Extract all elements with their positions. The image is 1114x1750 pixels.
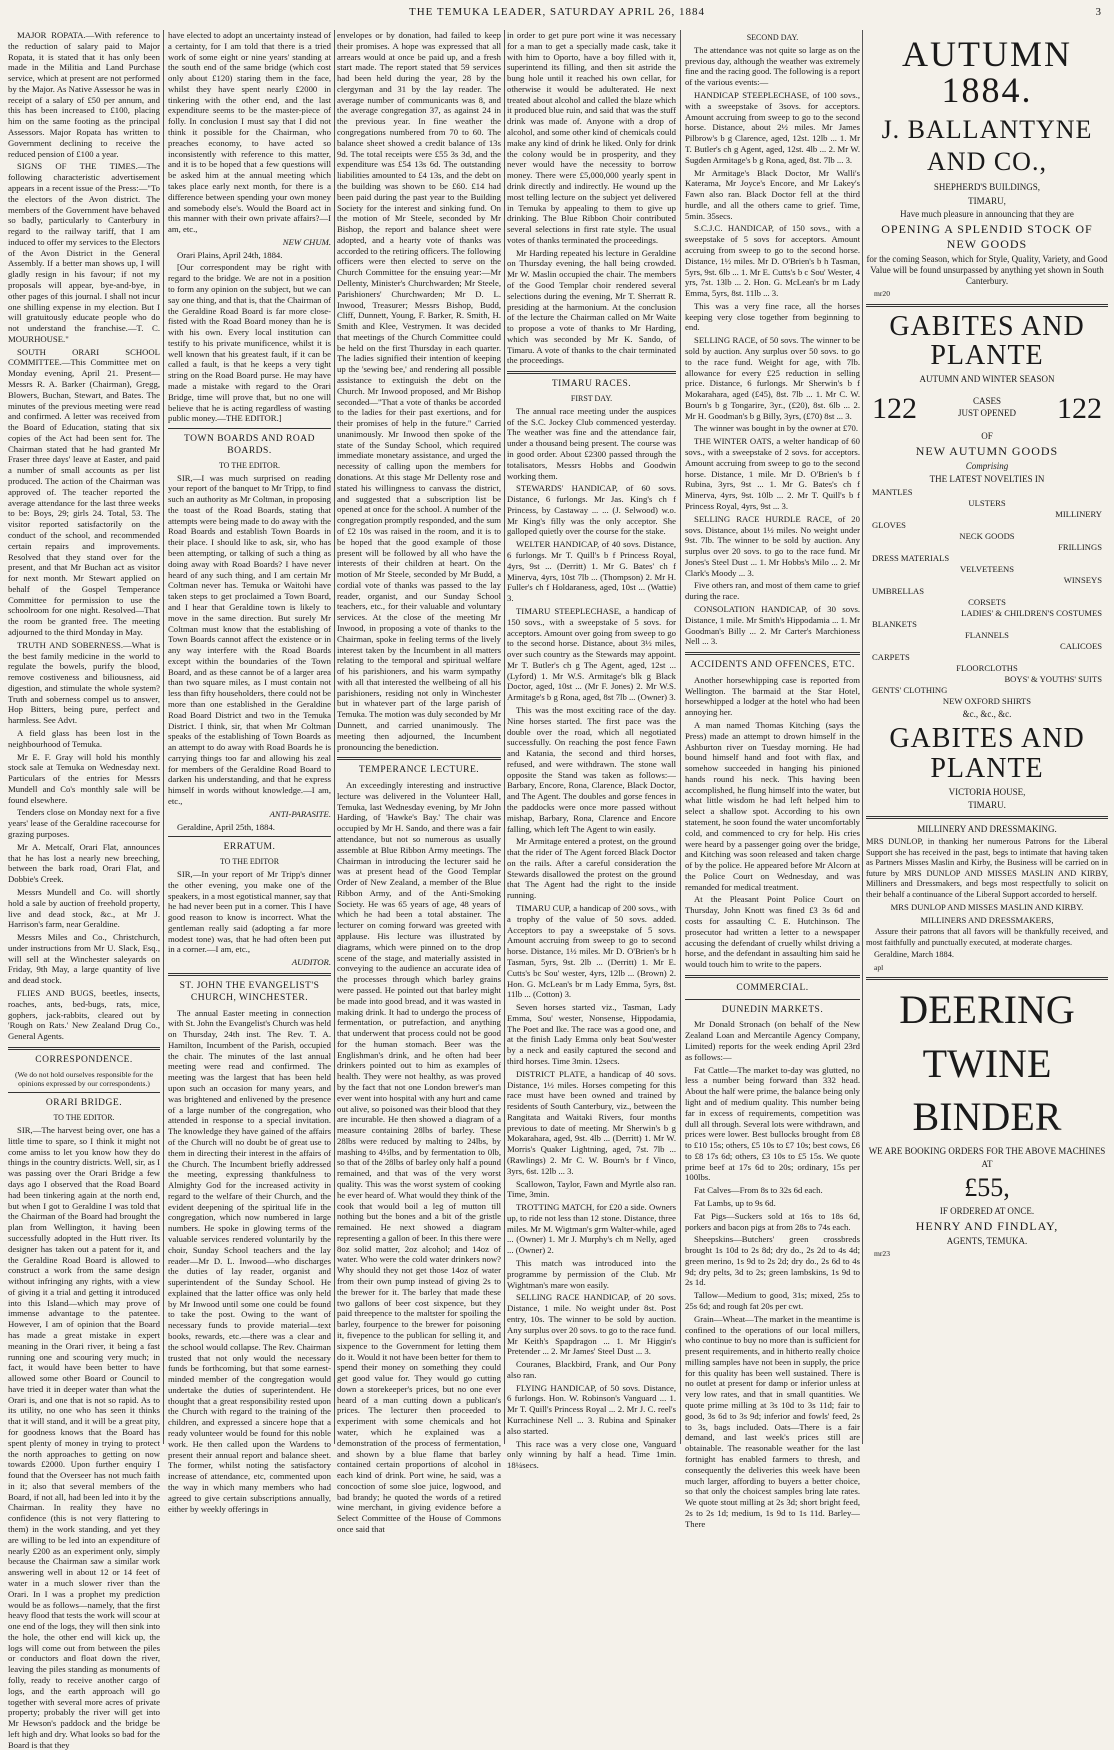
ad-ballantyne bbox=[866, 36, 1108, 299]
letter-body: SIR,—The harvest being over, one has a little time to spare, so I think it might not come amiss to let you know how they do things in the country districts. Well, sir, as I was passing over the Orari Bridge a few days ago I observed that the Road Board had been tinkering again at the north end, but when I got to Geraldine I was told that the Chairman of the Board had brought the plan from Wellington, it having been successfully adopted in the Hutt river. Its designer has taken out a patent for it, and the Geraldine Road Board is allowed to construct a work from the same design without infringing any rights, with a view of giving it a trial and getting it introduced into this Island—which may prove of immense advantage to the patentee. However, I am of opinion that the Board has made a great mistake in expert meaning in the Orari river, it being a fast running one and scouring very much; in fact, it would have been better to have allowed some other Board or Council to have tried it in deeper water than what the Orari is, and one that is not so rapid. As to its utility, no one who has seen it thinks that it will stand, and it will be a great pity, for goodness knows that the Board has spent plenty of money in trying to protect the north approaches to getting on now towards £2000. Upon further enquiry I found that the Overseer has not much faith in it; also that several members of the Board, if not all, had been led into it by the Chairman. In reality they have no confidence (this is not very flattering to them) in the work standing, and yet they are willing to be led into an expenditure of nearly £200 as an experiment only, simply because the Chairman saw a similar work answering well in about 12 or 14 feet of water in a much slower river than the Orari. In I was a prophet my prediction would be as follows—namely, that the first heavy flood that tests the work will scour at one end of the logs, they will then sink into the hole, the other end will kick up, the logs will come out from between the piles or conductors and float down the river, leaving the piles standing as monuments of folly, ready to receive another cargo of logs, and the earth approach will go together with several more acres of private property; probably the river will get into Mr Hewson's paddock and the bridge be left high and dry. What looks so bad for the Board is that they bbox=[8, 1125, 160, 1750]
race-result: DISTRICT PLATE, a handicap of 40 sovs. Distance, 1½ miles. Horses competing for this race must have been owned and trained by residents of South Canterbury, viz., between the Rangitata and Waitaki Rivers, four months previous to date of meeting. Mr Sherwin's b g Mokarahara, aged, 9st. 4lb ... (Derritt) 1. Mr W. Morris's Quaker Lightning, aged, 7st. 7lb ... (Rawlings) 2. Mr C. W. Bourn's br f Vinco, 3yrs, 6st. 12lb ... 3. bbox=[507, 1068, 676, 1176]
news-paragraph: Couranes, Blackbird, Frank, and Our Pony also ran. bbox=[507, 1359, 676, 1380]
race-result: WELTER HANDICAP, of 40 sovs. Distance, 6 furlongs. Mr T. Quill's b f Princess Royal, 4yrs, 9st ... (Derritt) 1. Mr G. Bates' ch f Minerva, 4yrs, 10st 7lb ... (Thompson) 2. Mr H. Fuller's ch f Holdaraness, aged, 10st ... (Wattie) 3. bbox=[507, 539, 676, 604]
ad-address: TIMARU. bbox=[968, 800, 1006, 811]
ad-dunlop bbox=[866, 824, 1108, 972]
race-result: SELLING RACE, of 50 sovs. The winner to be sold by auction. Any surplus over 50 sovs. to go to the race fund. Weight for age, with 7lb. allowance for every £25 reduction in selling price. Distance, 6 furlongs. Mr Sherwin's b f Mokarahara, aged (£45), 8st. 7lb ... 1. Mr C. W. Bourn's b g Tongarire, 3yr., (£20), 8st. 6lb ... 2. Mr H. Goodman's b g Billy, 3yrs, (£70) 8st ... 3. bbox=[685, 335, 860, 421]
news-paragraph: A man named Thomas Kitching (says the Press) made an attempt to drown himself in the Ashburton river on Tuesday morning. He had bound himself hand and foot with flax, and somehow succeeded in hanging his pinioned hands round his neck. This having been accomplished, he flung himself into the water, but what little wisdom he had left helped him to select a shallow spot. According to his own statement, he soon found the water uncomfortably cold, and commenced to cry for help. His cries were heard by a passenger going over the bridge, and Kitching was soon released and taken charge of by the police. He appeared before Mr Alcorn at the Police Court on Wednesday, and was remanded for medical treatment. bbox=[685, 719, 860, 892]
section-divider bbox=[685, 975, 860, 978]
column-rule bbox=[504, 30, 505, 1444]
ad-code: mr23 bbox=[874, 1249, 891, 1259]
news-paragraph: The annual Easter meeting in connection with St. John the Evangelist's Church was held on Thursday, 24th inst. The Rev. T. A. Hamilton, Incumbent of the Parish, occupied the chair. The minutes of the last annual meeting were read and confirmed. The meeting was the largest that has been held upon such an occasion for many years, and was brightened and enlivened by the presence of a large number of the congregation, who attended in response to a special invitation. The knowledge they have gained of the affairs of the Church will no doubt be of great use to them in directing their interest in the affairs of the Church. The Incumbent briefly addressed the meeting, expressing thankfulness to Almighty God for the increased activity in regard to the welfare of their Church, and the evident deepening of the spiritual life in the congregation, which now numbered in large numbers. He spoke in glowing terms of the valuable services rendered voluntarily by the choir, Sunday School teachers and the lay reader—Mr D. L. Inwood—who discharges the duties of lay reader, organist and superintendent of the Sunday School. He explained that the latter office was only held by Mr Inwood until some one could be found to take the post. Owing to the want of necessary funds to provide material—text books, rewards, etc.—there was a clear and the school would collapse. The Rev. Chairman trusted that not only would the necessary funds be forthcoming, but that some earnest-minded member of the congregation would undertake the duties of superintendent. He thought that a great responsibility rested upon the Church with regard to the training of the children, and expressed a sincere hope that a ready volunteer would be found for this noble work. He then called upon the Wardens to present their annual report and balance sheet. The former, whilst noting the satisfactory increase of attendance, etc, commented upon the way in which many members who had agreed to give certain subscriptions annually, either by weekly offerings in bbox=[168, 1007, 331, 1514]
race-result: TROTTING MATCH, for £20 a side. Owners up, to ride not less than 12 stone. Distance, three miles. Mr M. Wigtman's grm Walter-while, aged ... (Owner) 1. Mr J. Murphy's ch m Nelly, aged ... (Owner) 2. bbox=[507, 1202, 676, 1256]
ad-address: TIMARU, bbox=[968, 195, 1006, 206]
goods-list-item: CORSETS bbox=[968, 597, 1006, 608]
ad-text: for the coming Season, which for Style, Quality, Variety, and Good Value will be found unsurpassed by anything yet shown in South Canterbury. bbox=[866, 253, 1108, 286]
letter-body: have elected to adopt an uncertainty instead of a certainty, for I am told that there is a tried work of some eight or nine years' standing at the south end of the same bridge (which cost only about £120) staring them in the face, whilst they have spent nearly £2000 in tinkering with the other end, and the last expenditure seems to be the master-piece of folly. In conclusion I must say that I did not think it possible for the Chairman, who preaches economy, to have acted so inconsistently with reference to this matter, and it is to be hoped that a few questions will be asked him at the annual meeting which takes place early next month, for there is a difference between spending your own money and somebody else's. Would the Board act in this manner with their own private affairs?—I am, etc., bbox=[168, 30, 331, 235]
letter-signature: NEW CHUM. bbox=[282, 236, 331, 247]
cases-text: CASES bbox=[972, 396, 1001, 407]
goods-list-item: FRILLINGS bbox=[1058, 542, 1102, 553]
article-heading: ERRATUM. bbox=[223, 842, 276, 853]
goods-list-item: BOYS' & YOUTHS' SUITS bbox=[1004, 674, 1102, 685]
news-paragraph: This was a very fine race, all the horses keeping very close together from beginning to end. bbox=[685, 300, 860, 333]
market-report: Fat Calves—From 8s to 32s 6d each. bbox=[694, 1185, 823, 1196]
race-result: TIMARU STEEPLECHASE, a handicap of 150 sovs., with a sweepstake of 5 sovs. for acceptors. Amount over going from sweep to go to the second horse. Distance, about 3½ miles, over such country as the Stewards may appoint. Mr T. Butler's ch g The Agent, aged, 12st ... (Lyford) 1. Mr W.S. Armitage's blk g Black Doctor, aged, 10st ... (Mr F. Jones) 2. Mr W.S. Armitage's b g Rona, aged, 8st 7lb ... (Owner) 3. bbox=[507, 605, 676, 703]
ad-headline: DEERING bbox=[899, 986, 1075, 1032]
ad-text: MRS DUNLOP, in thanking her numerous Patrons for the Liberal Support she has received in the past, begs to intimate that having taken as Partners Misses Maslin and Kirby, the Business will be carried on in future by MRS DUNLOP AND MISSES MASLIN AND KIRBY, Milliners and Dressmakers, and begs most respectfully to solicit on their behalf a continuance of the Liberal Support accorded to herself. bbox=[866, 837, 1108, 899]
ad-text: Geraldine, March 1884. bbox=[874, 950, 955, 960]
section-divider bbox=[507, 371, 676, 374]
news-paragraph: Mr Harding repeated his lecture in Geraldine on Thursday evening, the hall being crowded. Mr W. Maslin occupied the chair. The members of the Good Templar choir rendered several selections during the evening, Mr T. Sherratt R. presiding at the harmonium. At the conclusion of the lecture the Chairman called on Mr Waite to propose a vote of thanks to Mr Harding, which was seconded by Mr K. Sando, of Timaru. A vote of thanks to the chair terminated the proceedings. bbox=[507, 247, 676, 366]
goods-list-item: DRESS MATERIALS bbox=[872, 553, 950, 564]
goods-list-item: VELVETEENS bbox=[959, 564, 1015, 575]
divider bbox=[8, 1092, 160, 1093]
goods-list-item: ULSTERS bbox=[968, 498, 1006, 509]
news-paragraph: An exceedingly interesting and instructive lecture was delivered in the Volunteer Hall, Temuka, last Wednesday evening, by Mr John Harding, of 'Hawke's Bay.' The chair was occupied by Mr H. Sando, and there was a fair attendance, but not so numerous as usually assemble at Blue Ribbon Army meetings. The Chairman in introducing the lecturer said he was at present head of the Good Templar Order of New Zealand, a member of the Blue Ribbon Army, and of the Anti-Smoking Society. He was 65 years of age, 48 years of which he had been a total abstainer. The lecturer on coming forward was greeted with applause. His lecture was illustrated by diagrams, which were pinned on to the drop scene of the stage, and materially assisted in conveying to the audience an accurate idea of the processes through which barley grains were passed. He pointed out that barley might be made into good bread, and it was wasted in making drink. It had to undergo the process of fermentation, or putrefaction, and anything that underwent that process could not be good for the human stomach. Beer was the Englishman's drink, and he often had beer drinkers pointed out to him as examples of health. They were not healthy, as was proved by the fact that not one London brewer's man ever went into hospital with any hurt and came out alive, so poisoned was their blood that they are incurable. He then showed a diagram of a measure containing 28lbs of barley. These 28lbs were reduced by malting to 24lbs, by mashing to 4½lbs, and by fermentation to 0lb, so that of the 28lbs of barley only half a pound remained, and that was of the very worst quality. This was the worst system of cooking he ever heard of. What would they think of the cook that would boil a leg of mutton till nothing but the bones and a bit of the gristle remained. He next showed a diagram representing a gallon of beer. In this there were 8oz solid matter, 2oz alcohol; and 14oz of water. Who were the cold water drinkers now? Why should they not get those 14oz of water from their own pump instead of giving 2s to the brewer for it. The barley that made these two gallons of beer cost sixpence, but they paid threepence to the maltster for spoiling the barley, fourpence to the brewer for poisoning it, fivepence to the publican for selling it, and sixpence to the Government for letting them do it. Would it not have been better for them to spend their money on something they could get good value for. They would go cutting down a storekeeper's prices, but no one ever heard of a man cutting down a publican's prices. The lecturer then proceeded to experiment with some chemicals and hot water, which he explained was a demonstration of the process of fermentation, and shown by a blue flame that barley contained certain proportions of alcohol in each kind of drink. Port wine, he said, was a concoction of some sloe juice, logwood, and bad brandy; he quoted the words of a retired wine merchant, in giving evidence before a Select Committee of the House of Commons once said that bbox=[337, 780, 501, 1535]
market-report: Grain—Wheat—The market in the meantime is confined to the operations of our local millers, who continue to buy no more than is sufficient for present requirements, and in hitherto really choice milling samples have not been in supply, the price for this quality has been well sustained. There is no outlet at present for damp or inferior unless at very low rates, and that in small quantities. We quote prime milling at 3s 10d to 3s 11d; fair to good, 3s 6d to 3s 9d; inferior and fowls' feed, 2s to 3s, bags included. Oats—There is a fair demand, and last week's prices still are obtainable. The reasonable weather for the last fortnight has enabled farmers to thresh, and consequently the deliveries this week have been much larger, affording to buyers a better choice, so that only the choicest samples bring late rates. We quote stout milling at 2s 3d; short bright feed, 2s to 2s 1d; medium, 1s 9d to 1s 11d. Barley—There bbox=[685, 1313, 860, 1529]
ad-text: AT bbox=[981, 1158, 993, 1169]
section-divider bbox=[8, 1047, 160, 1050]
goods-list-item: BLANKETS bbox=[872, 619, 917, 630]
market-report: Tallow—Medium to good, 31s; mixed, 25s to 25s 6d; and rough fat 20s per cwt. bbox=[685, 1290, 860, 1312]
ad-text: AGENTS, TEMUKA. bbox=[946, 1236, 1028, 1247]
cases-row bbox=[872, 390, 1102, 427]
column-3 bbox=[337, 30, 501, 1535]
news-paragraph: in order to get pure port wine it was necessary for a man to get a specially made cask, take it with him to Oporto, have a boy filled with it, superintend its filling, and then sit astride the bung hole until it reached his own cellar, for otherwise it would be adulterated. He next treated about alcohol and called the blaze which it produced blue ruin, and said that was the stuff drink was made of. Anyone with a drop of alcohol, and some other kind of chemicals could make any kind of drink he liked. Only for drink the colony would be in prosperity, and they never would have the necessity to borrow money. There were £5,000,000 yearly spent in drink directly and indirectly. He wound up the most telling lecture on the subject yet delivered in Temuka by appealing to them to give up drinking. The Blue Ribbon Choir contributed several selections in first rate style. The usual votes of thanks terminated the proceedings. bbox=[507, 30, 676, 245]
market-report: Fat Lambs, up to 9s 6d. bbox=[694, 1197, 776, 1208]
news-paragraph: envelopes or by donation, had failed to keep their promises. A hope was expressed that all arrears would at once be paid up, and a fresh start made. The report stated that 59 services had been held during the year, 28 by the clergyman and 31 by the lay reader. The average number of communicants was 8, and the average congregation 37, as against 24 in the previous year. In fine weather the congregations numbered from 70 to 60. The balance sheet showed a credit balance of 13s 9d. The total receipts were £55 3s 3d, and the expenditure was £54 13s 6d. The outstanding liabilities amounted to £4 13s, and the debt on the building was shown to be £60. £14 had been paid during the past year to the Building Society for the interest and sinking fund. On the motion of Mr Steele, seconded by Mr Bishop, the report and balance sheet were adopted, and a hearty vote of thanks was accorded to the retiring officers. The following officers were then elected to serve on the Church Committee for the ensuing year:—Mr Dellenty, Minister's Churchwarden; Mr Steele, Parishioners' Churchwarden; Mr D. L. Inwood, Treasurer; Messrs Bishop, Budd, Cliff, Dunnett, Young, F. Barker, R. Smith, H. Smith and Klee, Vestrymen. It was decided that meetings of the Church Committee could be held on the first Thursday in each quarter. The ladies signified their intention of keeping up the 'sewing bee,' and rendering all possible assistance to extinguish the debt on the Church. Mr Inwood proposed, and Mr Bishop seconded—"That a vote of thanks be accorded to the ladies for their past exertions, and for their promises of help in the future." Carried unanimously. Mr Inwood then spoke of the state of the Sunday School, which required immediate monetary assistance, and urged the necessity of calling upon the members for donations. At this stage Mr Dellenty rose and stated his willingness to canvass the district, and suggested that a subscription list be opened at once for the school. A number of the congregation promptly responded, and the sum of £2 10s was raised in the room, and it is to be hoped that the good example of those present will be followed by all who have the interests of their children at heart. On the motion of Mr Steele, seconded by Mr Budd, a cordial vote of thanks was passed to the lay reader, organist, and our Sunday School teachers, etc., for their valuable and voluntary services. At the close of the meeting Mr Inwood, in proposing a vote of thanks to the Chairman, spoke in feeling terms of the lively interest taken by the Incumbent in all matters relating to the temporal and spiritual welfare of his parishioners, and his warm sympathy with all that interested the wellbeing of all his parishioners, residing not only in Winchester but in whatever part of the large parish of Temuka. The motion was duly seconded by Mr Dunnett, and carried unanimously. The meeting then adjourned, the Incumbent pronouncing the benediction. bbox=[337, 30, 501, 752]
ad-firm-name: J. BALLANTYNE AND CO., bbox=[881, 115, 1093, 177]
ad-gabites bbox=[866, 312, 1108, 812]
subheading: TO THE EDITOR bbox=[219, 857, 280, 867]
goods-list-item: GENTS' CLOTHING bbox=[872, 685, 948, 696]
race-result: THE WINTER OATS, a welter handicap of 60 sovs., with a sweepstake of 2 sovs. for acceptors. Amount accruing from sweep to go to the second horse. Distance, 1 mile. Mr D. O'Brien's b f Rubina, 3yrs, 9st ... 1. Mr G. Bates's ch f Minerva, 4yrs, 9st. 10lb ... 2. Mr T. Quill's b f Princess Royal, 4yrs, 9st ... 3. bbox=[685, 436, 860, 511]
subheading: SECOND DAY. bbox=[746, 33, 799, 42]
news-paragraph: SOUTH ORARI SCHOOL COMMITTEE.—This Committee met on Monday evening, April 21. Present—Messrs R. A. Barker (Chairman), Gregg, Blowers, Buchan, Stewart, and Bates. The minutes of the previous meeting were read and confirmed. A letter was received from the Board of Education, stating that six copies of the Act had been sent for. The Chairman stated that he had granted Mr Fraser three days' leave at Easter, and paid a number of small accounts as per list produced. The action of the Chairman was approved of. The teacher reported the average attendance for the last three weeks to be: Boys, 29; girls 24. Total, 53. The visitor reported satisfactorily on the conduct of the school, and recommended certain repairs and improvements. Resolved that they stand over for the present, and that Mr Buchan act as visitor for next month. Mr Stewart applied on behalf of the Gospel Temperance Committee for permission to use the schoolroom for one night. Resolved—That the room be granted free. The meeting adjourned to the third Monday in May. bbox=[8, 346, 160, 637]
ad-firm-name: GABITES AND PLANTE bbox=[889, 310, 1085, 371]
cases-count: 122 bbox=[1057, 391, 1102, 425]
subheading: FIRST DAY. bbox=[570, 393, 613, 403]
ad-divider bbox=[866, 304, 1108, 307]
goods-list-item: NECK GOODS bbox=[959, 531, 1015, 542]
editor-note: [Our correspondent may be right with regard to the bridge. We are not in a position to form any opinion on the subject, but we can say one thing, and that is, that the Chairman of the Geraldine Road Board is far more close-fisted with the Road Board money than he is with his own. Every local institution can testify to his private munificence, whilst it is well known that his greatest fault, if it can be called a fault, is that he keeps a very tight string on the Road Board purse. He may have made a mistake with regard to the Orari Bridge, time will prove that, but no one will believe that he is acting regardless of wasting public money.—THE EDITOR.] bbox=[168, 262, 331, 424]
ad-text: WE ARE BOOKING ORDERS FOR THE ABOVE MACHINES bbox=[868, 1145, 1106, 1156]
letter-body: SIR,—I was much surprised on reading your report of the banquet to Mr Tripp, to find such an authority as Mr Coltman, in proposing the toast of the Road Boards, stating that attempts were being made to do away with the Road Boards and establish Town Boards in their place. I should like to ask, sir, who has been attempting, or talking of such a thing as doing away with Road Boards? I have never heard of any such thing, and I am certain Mr Coltman never has. Temuka or Waitohi have taken steps to get proclaimed a Town Board, and I hear that Geraldine town is likely to move in the same direction. But surely Mr Coltman must know that the establishing of Town Boards cannot affect the existence or in any way interfere with the Road Boards except within the boundaries of the Town Board, and as these cannot be of a larger area than two square miles, as I must contain not less than fifty householders, there could not be more than one established in the Geraldine Road Board District and two in the Temuka District. I think, sir, that when Mr Coltman speaks of the establishing of Town Boards as an attempt to do away with Road Boards he is carrying things too far and allowing his zeal for members of the Geraldine Road Board to darken his understanding, and that he express himself in words without knowledge.—I am, etc., bbox=[168, 472, 331, 806]
column-2 bbox=[168, 30, 331, 1514]
section-divider bbox=[685, 652, 860, 655]
news-paragraph: TRUTH AND SOBERNESS.—What is the best family medicine in the world to regulate the bowels, purify the blood, remove costiveness and biliousness, aid digestion, and stimulate the whole system? Truth and soberness compel us to answer, Hop Bitters, being pure, perfect and harmless. See Advt. bbox=[8, 639, 160, 726]
race-result: HANDICAP STEEPLECHASE, of 100 sovs., with a sweepstake of 3sovs. for acceptors. Amount accruing from sweep to go to the second horse. Distance, about 2½ miles. Mr James Pilbrow's b g Clarence, aged, 12st. 12lb ... 1. Mr T. Butler's ch g Agent, aged, 12st. 4lb ... 2. Mr W. Sugden Armitage's b g Rona, aged, 8st. 7lb ... 3. bbox=[685, 90, 860, 165]
masthead-title: THE TEMUKA LEADER, SATURDAY APRIL 26, 1884 bbox=[408, 6, 706, 18]
editorial-note: (We do not hold ourselves responsible for the opinions expressed by our correspondents.) bbox=[15, 1069, 153, 1089]
ad-text: MRS DUNLOP AND MISSES MASLIN AND KIRBY. bbox=[890, 901, 1084, 912]
ad-headline: BINDER bbox=[912, 1094, 1062, 1140]
subheading: TO THE EDITOR. bbox=[218, 460, 281, 470]
ad-text: IF ORDERED AT ONCE. bbox=[939, 1206, 1035, 1217]
ad-code: apl bbox=[874, 962, 884, 972]
divider bbox=[685, 999, 860, 1000]
news-paragraph: Mr Armitage's Black Doctor, Mr Walli's Katerama, Mr Joyce's Encore, and Mr Lakey's Fawn also ran. Black Doctor fell at the third hurdle, and all the others came to grief. Time, 5min. 35secs. bbox=[685, 167, 860, 221]
section-heading: COMMERCIAL. bbox=[736, 982, 809, 993]
ad-headline: TWINE bbox=[922, 1040, 1052, 1086]
news-paragraph: A field glass has been lost in the neighbourhood of Temuka. bbox=[8, 728, 160, 749]
article-heading: ST. JOHN THE EVANGELIST'S CHURCH, WINCHESTER. bbox=[179, 981, 320, 1003]
goods-list-item: FLOORCLOTHS bbox=[956, 663, 1018, 674]
goods-list-item: GLOVES bbox=[872, 520, 906, 531]
ad-text: Have much pleasure in announcing that they are bbox=[900, 208, 1074, 219]
goods-list-item: FLANNELS bbox=[965, 630, 1009, 641]
ad-divider bbox=[866, 816, 1108, 819]
news-paragraph: This race was a very close one, Vanguard only winning by half a head. Time 1min. 18¼secs. bbox=[507, 1438, 676, 1471]
section-divider bbox=[168, 973, 331, 976]
cases-text: JUST OPENED bbox=[957, 408, 1017, 419]
column-1 bbox=[8, 30, 160, 1750]
article-heading: DUNEDIN MARKETS. bbox=[721, 1004, 824, 1015]
news-paragraph: Tenders close on Monday next for a five years' lease of the Geraldine racecourse for grazing purposes. bbox=[8, 807, 160, 840]
letter-dateline: Geraldine, April 25th, 1884. bbox=[177, 821, 275, 832]
cases-count: 122 bbox=[872, 391, 917, 425]
goods-list-item: UMBRELLAS bbox=[872, 586, 925, 597]
goods-list-item: CARPETS bbox=[872, 652, 910, 663]
column-rule bbox=[163, 30, 164, 1444]
ad-headline: AUTUMN 1884. bbox=[902, 34, 1072, 110]
ad-text: OF bbox=[981, 430, 993, 441]
divider bbox=[168, 836, 331, 837]
news-paragraph: Another horsewhipping case is reported from Wellington. The barmaid at the Star Hotel, horsewhipped a lodger at the hotel who had been annoying her. bbox=[685, 674, 860, 718]
column-4 bbox=[507, 30, 676, 1471]
race-result: CONSOLATION HANDICAP, of 30 sovs. Distance, 1 mile. Mr Smith's Hippodamia ... 1. Mr Goodman's Billy ... 2. Mr Carter's Marchioness Nell ... 3. bbox=[685, 603, 860, 647]
news-paragraph: Mr Donald Stronach (on behalf of the New Zealand Loan and Mercantile Agency Company, Limited) reports for the week ending April 23rd as follows:— bbox=[685, 1019, 860, 1062]
market-report: Fat Cattle—The market to-day was glutted, no less a number being forward than 332 head. About the half were prime, the balance being only light and of medium quality. This number being far in excess of requirements, competition was dull all through. Several lots were withdrawn, and prices were lower. Best bullocks brought from £8 to £10 15s; others, £5 10s to £7 10s; best cows, £6 to £8 17s 6d; others, £3 10s to £5 15s. We quote prime beef at 17s 6d to 20s; ordinary, 15s per 100lbs. bbox=[685, 1064, 860, 1183]
masthead bbox=[0, 6, 1114, 22]
article-heading: ACCIDENTS AND OFFENCES, ETC. bbox=[690, 660, 855, 671]
ad-text: Assure their patrons that all favors will be thankfully received, and most faithfully and punctually executed, at moderate charges. bbox=[866, 927, 1108, 947]
subheading: TO THE EDITOR. bbox=[53, 1113, 115, 1123]
news-paragraph: At the Pleasant Point Police Court on Thursday, John Knott was fined £3 3s 6d and costs for assaulting C. E. Hutchinson. The prosecutor had written a letter to a newspaper accusing the defendant of cruelly whilst driving a horse, and the defendant in assaulting him said he would touch him to write to the papers. bbox=[685, 894, 860, 970]
ad-text: MILLINERS AND DRESSMAKERS, bbox=[920, 914, 1054, 925]
news-paragraph: SIGNS OF THE TIMES.—The following characteristic advertisement appears in a recent issue of the Press:—"To the electors of the Avon district. The members of the Government have behaved so badly, particularly to Canterbury in regard to the railway tariff, that I am induced to offer my services to the Electors of the Avon District in the General Assembly. If a better man shows up, I will gladly resign in his favour; if not my proposals will appear, bye-and-bye, in other pages of this journal. I shall not incur one shilling expense in my election. But I will gratuitously educate people who do not understand the franchise.—T. C. MOURHOUSE." bbox=[8, 161, 160, 344]
article-heading: TEMPERANCE LECTURE. bbox=[358, 765, 480, 776]
news-paragraph: Mr E. F. Gray will hold his monthly stock sale at Temuka on Wednesday next. Particulars of the entries for Messrs Mundell and Co's monthly sale will be found elsewhere. bbox=[8, 751, 160, 805]
ad-price: £55, bbox=[964, 1173, 1010, 1203]
ad-headline: MILLINERY AND DRESSMAKING. bbox=[917, 824, 1057, 835]
article-heading: ORARI BRIDGE. bbox=[45, 1098, 123, 1109]
news-paragraph: Messrs Mundell and Co. will shortly hold a sale by auction of freehold property, live and dead stock, &c., at Mr J. Harrison's farm, near Geraldine. bbox=[8, 886, 160, 930]
race-result: SELLING RACE HANDICAP, of 20 sovs. Distance, 1 mile. No weight under 8st. Post entry, 10s. The winner to be sold by auction. Any surplus over 20 sovs. to go to the race fund. Mr Keith's Spapdragon ... 1. Mr Higgin's Pretender ... 2. Mr James' Steel Dust ... 3. bbox=[507, 1292, 676, 1357]
news-paragraph: Mr Armitage entered a protest, on the ground that the rider of The Agent forced Black Doctor on the rails. After a careful consideration the Stewards disallowed the protest on the ground that The Agent had the right to the inside running. bbox=[507, 836, 676, 901]
advertisements-column bbox=[866, 30, 1108, 1444]
ad-address: VICTORIA HOUSE, bbox=[948, 786, 1026, 797]
race-result: FLYING HANDICAP, of 50 sovs. Distance, 6 furlongs. Hon. W. Robinson's Vanguard ... 1. Mr T. Quill's Princess Royal ... 2. Mr J. C. reel's Kurrachinese Nell ... 3. Rubina and Spinaker also started. bbox=[507, 1382, 676, 1436]
news-paragraph: Five others ran, and most of them came to grief during the race. bbox=[685, 580, 860, 602]
ad-text: NEW AUTUMN GOODS bbox=[915, 443, 1059, 458]
goods-list-item: MILLINERY bbox=[1055, 509, 1102, 520]
news-paragraph: Seven horses started viz., Tasman, Lady Emma, Sou' wester, Nonsense, Hippodamia, The Poet and Ike. The race was a good one, and at the finish Lady Emma only beat Sou'wester by a neck and easily captured the second and third horses. Time 3min. 12secs. bbox=[507, 1002, 676, 1066]
news-paragraph: Messrs Miles and Co., Christchurch, under instructions from Mr U. Slack, Esq., will sell at the Winchester saleyards on Friday, 9th May, a large quantity of live and dead stock. bbox=[8, 932, 160, 986]
article-heading: TIMARU RACES. bbox=[551, 379, 632, 390]
divider bbox=[168, 428, 331, 429]
ad-text: THE LATEST NOVELTIES IN bbox=[929, 473, 1045, 484]
column-rule bbox=[680, 30, 681, 1444]
ad-text: AUTUMN AND WINTER SEASON bbox=[919, 374, 1055, 385]
ad-text: &c., &c., &c. bbox=[962, 709, 1012, 720]
goods-list-item: MANTLES bbox=[872, 487, 913, 498]
news-paragraph: The attendance was not quite so large as on the previous day, although the weather was extremely fine and the racing good. The following is a report of the various events:— bbox=[685, 44, 860, 88]
ad-deering bbox=[866, 985, 1108, 1259]
news-paragraph: The winner was bought in by the owner at £70. bbox=[694, 423, 859, 434]
market-report: Fat Pigs—Suckers sold at 16s to 18s 6d, porkers and bacon pigs at from 28s to 74s each. bbox=[685, 1210, 860, 1232]
ad-divider bbox=[866, 977, 1108, 980]
news-paragraph: The annual race meeting under the auspices of the S.C. Jockey Club commenced yesterday. The weather was fine and the attendance fair, under a thousand being present. The course was in good order. About £2300 passed through the totalisators, Messrs Hobbs and Goodwin working them. bbox=[507, 405, 676, 481]
news-paragraph: This was the most exciting race of the day. Nine horses started. The first pace was the double over the road, which all negotiated successfully. On reaching the post fence Fawn and Katania, the second and third horses, refused, and were withdrawn. The stone wall opposite the Stand was taken as follows:—Barbary, Encore, Rona, Clarence, Black Doctor, and The Agent. The doubles and gorse fences in the paddocks were once more passed without mishap, Barbary, Rona, Clarence and Encore falling, which left The Agent to win easily. bbox=[507, 704, 676, 834]
race-result: S.C.J.C. HANDICAP, of 150 sovs., with a sweepstake of 5 sovs for acceptors. Amount accruing from sweep to go to the second horse. Distance, 1½ miles. Mr D. O'Brien's b h Tasman, 5yrs, 9st. 6lb ... 1. Mr E. Cutts's b c Sou' Wester, 4 yrs, 7st. 13lb ... 2. Hon. G. McLean's br m Lady Emma, 5yrs, 8st. 11lb ... 3. bbox=[685, 223, 860, 299]
article-heading: TOWN BOARDS AND ROAD BOARDS. bbox=[184, 434, 315, 456]
goods-list-item: CALICOES bbox=[1059, 641, 1102, 652]
letter-signature: ANTI-PARASITE. bbox=[269, 808, 331, 819]
letter-dateline: Orari Plains, April 24th, 1884. bbox=[177, 249, 283, 260]
section-divider bbox=[337, 757, 501, 760]
column-rule bbox=[334, 30, 335, 1444]
letter-body: SIR,—In your report of Mr Tripp's dinner the other evening, you make one of the speakers, in a most egotistical manner, say that he had never been put in a corner. This I have good reason to know is incorrect. What the gentleman really said (adopting a far more modest tone) was, that he had often been put in a corner.—I am, etc., bbox=[168, 869, 331, 955]
race-result: TIMARU CUP, a handicap of 200 sovs., with a trophy of the value of 50 sovs. added. Acceptors to pay a sweepstake of 5 sovs. Amount accruing from sweep to go to second horse. Distance, 1½ miles. Mr D. O'Brien's br h Tasman, 5yrs, 9st. 2lb ... (Derritt) 1. Mr E. Cutts's bc Sou' wester, 4yrs, 12lb ... (Brown) 2. Hon. G. McLean's br m Lady Emma, 5yrs, 8st. 11lb ... (Cotton) 3. bbox=[507, 903, 676, 1000]
column-5 bbox=[685, 30, 860, 1529]
cases-label bbox=[958, 396, 1016, 419]
ad-text: OPENING A SPLENDID STOCK OF NEW GOODS bbox=[881, 221, 1093, 251]
ad-code: mr20 bbox=[874, 289, 891, 299]
news-paragraph: MAJOR ROPATA.—With reference to the reduction of salary paid to Major Ropata, it is stated that it has only been made in the Militia and Land Purchase service, which at present are not performed by the Major. As Native Assessor he was in receipt of a salary of £50 per annum, and this has been increased to £100, placing him on the same footing as the principal Assessors. Major Ropata has written to Government declining to receive the reduced pension of £100 a year. bbox=[8, 30, 160, 159]
race-result: STEWARDS' HANDICAP, of 60 sovs. Distance, 6 furlongs. Mr Jas. King's ch f Princess, by Castaway ... ... (J. Selwood) w.o. Mr King's filly was the only acceptor. She galloped quietly over the course for the stake. bbox=[507, 483, 676, 537]
goods-list-item: WINSEYS bbox=[1063, 575, 1102, 586]
goods-list-item: NEW OXFORD SHIRTS bbox=[942, 696, 1032, 707]
ad-address: SHEPHERD'S BUILDINGS, bbox=[933, 182, 1041, 193]
news-paragraph: Scallowon, Taylor, Fawn and Myrtle also ran. Time, 3min. bbox=[507, 1178, 676, 1200]
news-paragraph: Mr A. Metcalf, Orari Flat, announces that he has lost a nearly new breeching, between the bark road, Orari Flat, and Dobbie's Creek. bbox=[8, 841, 160, 885]
column-rule bbox=[862, 30, 863, 1444]
ad-firm-name: GABITES AND PLANTE bbox=[889, 723, 1085, 784]
goods-list bbox=[866, 487, 1108, 707]
section-heading: CORRESPONDENCE. bbox=[35, 1054, 133, 1065]
news-paragraph: FLIES AND BUGS, beetles, insects, roaches, ants, bed-bugs, rats, mice, gophers, jack-rabbits, cleared out by 'Rough on Rats.' New Zealand Drug Co., General Agents. bbox=[8, 987, 160, 1042]
ad-firm-name: HENRY AND FINDLAY, bbox=[915, 1219, 1059, 1234]
market-report: Sheepskins—Butchers' green crossbreds brought 1s 10d to 2s 8d; dry do., 2s 2d to 4s 4d; green merino, 1s 9d to 2s 2d; dry do., 2s 6d to 4s 9d; dry pelts, 3d to 2s; green lambskins, 1s 9d to 2s 1d. bbox=[685, 1234, 860, 1288]
ad-text: Comprising bbox=[965, 460, 1009, 471]
page-number: 3 bbox=[1095, 6, 1102, 18]
news-paragraph: This match was introduced into the programme by permission of the Club. Mr Wightman's mare won easily. bbox=[507, 1258, 676, 1290]
letter-signature: AUDITOR. bbox=[291, 957, 331, 968]
race-result: SELLING RACE HURDLE RACE, of 20 sovs. Distance, about 1½ miles. No weight under 9st. 7lb. The winner to be sold by auction. Any surplus over 20 sovs. to go to the race fund. Mr Jones's Steel Dust ... 1. Mr Hobbs's Milo ... 2. Mr Clark's Moody ... 3. bbox=[685, 513, 860, 578]
goods-list-item: LADIES' & CHILDREN'S COSTUMES bbox=[961, 608, 1102, 619]
